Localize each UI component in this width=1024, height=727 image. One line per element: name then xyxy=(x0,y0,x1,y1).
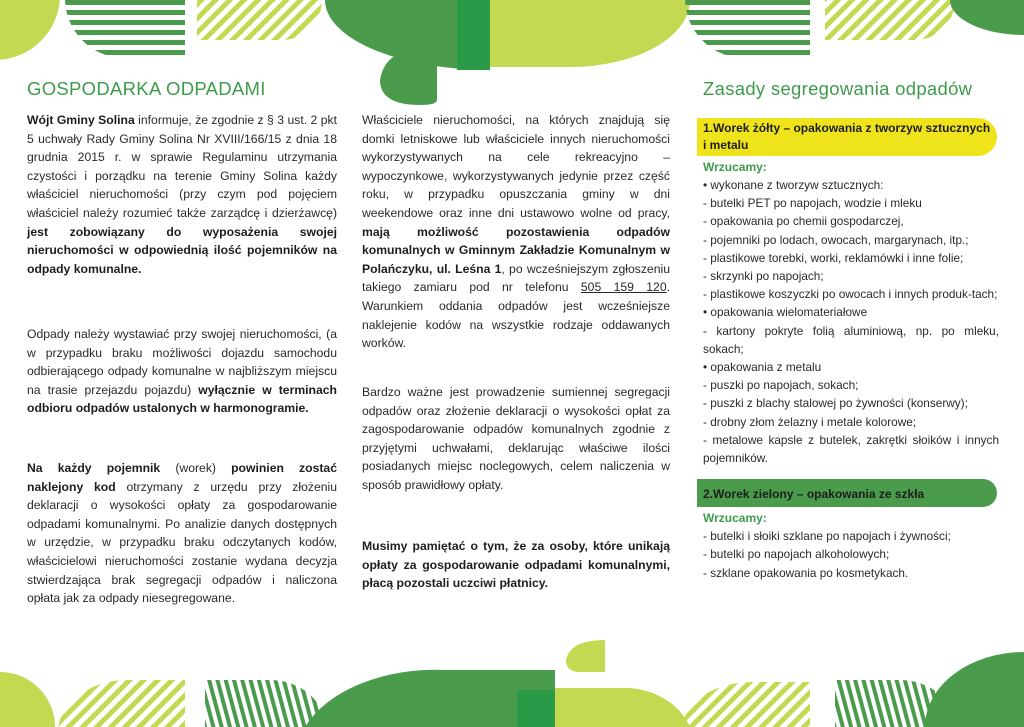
list-item: - kartony pokryte folią aluminiową, np. po mleku, sokach; xyxy=(703,323,999,356)
text-segment: Właściciele nieruchomości, na których znajdują się domki letniskowe lub właściciele innych nieruchomości wykorzystywanych na cele rekreacyjno – wypoczynkowe, wykorzystywanych jedynie przez część roku, w przypadku opuszczania gminy w dni weekendowe oraz inne dni ustawowo wolne od pracy, xyxy=(362,113,670,220)
list-item: - butelki po napojach alkoholowych; xyxy=(703,547,890,562)
text-segment: otrzymany z urzędu przy złożeniu deklaracji o wysokości opłaty za gospodarowanie odpadami komunalnymi. Po analizie danych dostępnych w urzędzie, w przypadku braku odczytanych kodów, właścicielowi nieruchomości zostanie wydana decyzja stwierdzająca brak segregacji odpadów i naliczona opłata jak za odpady niesegregowane. xyxy=(27,479,337,606)
text-segment: mają możliwość pozostawienia odpadów komunalnych w Gminnym Zakładzie Komunalnym w Polańczyku, ul. Leśna 1 xyxy=(362,224,670,276)
right-column xyxy=(697,118,999,582)
left-paragraph-2 xyxy=(27,325,337,418)
list-item: • wykonane z tworzyw sztucznych: xyxy=(703,178,884,192)
list-item: - plastikowe koszyczki po owocach i innych produk-tach; xyxy=(703,287,998,302)
text-segment: powinien zostać naklejony kod xyxy=(27,461,337,494)
text-segment: informuje, że zgodnie z § 3 ust. 2 pkt 5 uchwały Rady Gminy Solina Nr XVIII/166/15 z dnia 18 grudnia 2015 r. w sprawie Regulaminu utrzymania czystości i porządku na terenie Gminy Solina każdy właściciel nieruchomości (przy czym pod pojęciem właściciel należy rozumieć także zarządcę i dzierżawcę) xyxy=(27,113,337,220)
list-item: - opakowania po chemii gospodarczej, xyxy=(703,214,904,229)
middle-paragraph-1 xyxy=(362,111,670,353)
text-segment: Wójt Gminy Solina xyxy=(27,113,135,127)
text-segment: . Warunkiem oddania odpadów jest wcześniejsze naklejenie kodów na wszystkie rodzaje oddawanych worków. xyxy=(362,280,670,351)
text-segment: Odpady należy wystawiać przy swojej nieruchomości, (a w przypadku braku możliwości dojazdu samochodu odbierającego odpady komunalne w najbliższym miejscu na trasie przejazdu pojazdu) xyxy=(27,327,337,397)
list-item: - butelki i słoiki szklane po napojach i żywności; xyxy=(703,529,951,544)
text-segment: jest zobowiązany do wyposażenia swojej nieruchomości w odpowiednią ilość pojemników na odpady komunalne. xyxy=(27,224,337,276)
list-item: - skrzynki po napojach; xyxy=(703,269,824,284)
section-title-gospodarka: GOSPODARKA ODPADAMI xyxy=(27,78,266,99)
list-item: • opakowania wielomateriałowe xyxy=(703,305,868,320)
phone-number: 505 159 120 xyxy=(580,280,667,295)
text-segment: , po wcześniejszym zgłoszeniu takiego zamiaru pod nr telefonu xyxy=(362,261,670,295)
list-item: - puszki z blachy stalowej po żywności (konserwy); xyxy=(703,396,968,411)
text-segment: Bardzo ważne jest prowadzenie sumiennej segregacji odpadów oraz złożenie deklaracji o wysokości opłat za zagospodarowanie odpadów komunalnych zgodnie z przyjętymi uchwałami, deklarując właściwe ilości posiadanych miejsc noclegowych, celem naliczenia w sposób prawidłowy opłaty. xyxy=(362,385,670,492)
left-paragraph-3 xyxy=(27,459,337,608)
text-segment: Musimy pamiętać o tym, że za osoby, które unikają opłaty za gospodarowanie odpadami komunalnymi, płacą pozostali uczciwi płatnicy. xyxy=(362,539,670,591)
green-bag-header: 2.Worek zielony – opakowania ze szkła xyxy=(697,479,997,507)
list-item: - szklane opakowania po kosmetykach. xyxy=(703,565,909,580)
text-segment: (worek) xyxy=(160,461,232,475)
section-title-zasady: Zasady segregowania odpadów xyxy=(703,78,973,99)
text-segment: wyłącznie w terminach odbioru odpadów ustalonych w harmonogramie. xyxy=(27,382,338,416)
list-item: • opakowania z metalu xyxy=(703,360,822,375)
green-bag-items xyxy=(703,527,999,582)
yellow-bag-items xyxy=(703,176,999,467)
list-item: - drobny złom żelazny i metale kolorowe; xyxy=(703,414,917,429)
list-item: - metalowe kapsle z butelek, zakrętki słoików i innych pojemników. xyxy=(703,432,999,466)
list-item: - plastikowe torebki, worki, reklamówki i inne folie; xyxy=(703,250,964,265)
middle-paragraph-3 xyxy=(362,537,670,593)
list-item: - butelki PET po napojach, wodzie i mleku xyxy=(703,196,922,211)
text-segment: Na każdy pojemnik xyxy=(27,461,161,475)
yellow-bag-wrzucamy-label: Wrzucamy: xyxy=(703,160,767,174)
list-item: - puszki po napojach, sokach; xyxy=(703,378,859,393)
yellow-bag-header: 1.Worek żółty – opakowania z tworzyw sztucznych i metalu xyxy=(697,118,997,156)
middle-paragraph-2 xyxy=(362,383,670,495)
green-bag-wrzucamy-label: Wrzucamy: xyxy=(703,511,767,526)
list-item: - pojemniki po lodach, owocach, margarynach, itp.; xyxy=(703,232,969,247)
left-paragraph-1 xyxy=(27,111,337,278)
